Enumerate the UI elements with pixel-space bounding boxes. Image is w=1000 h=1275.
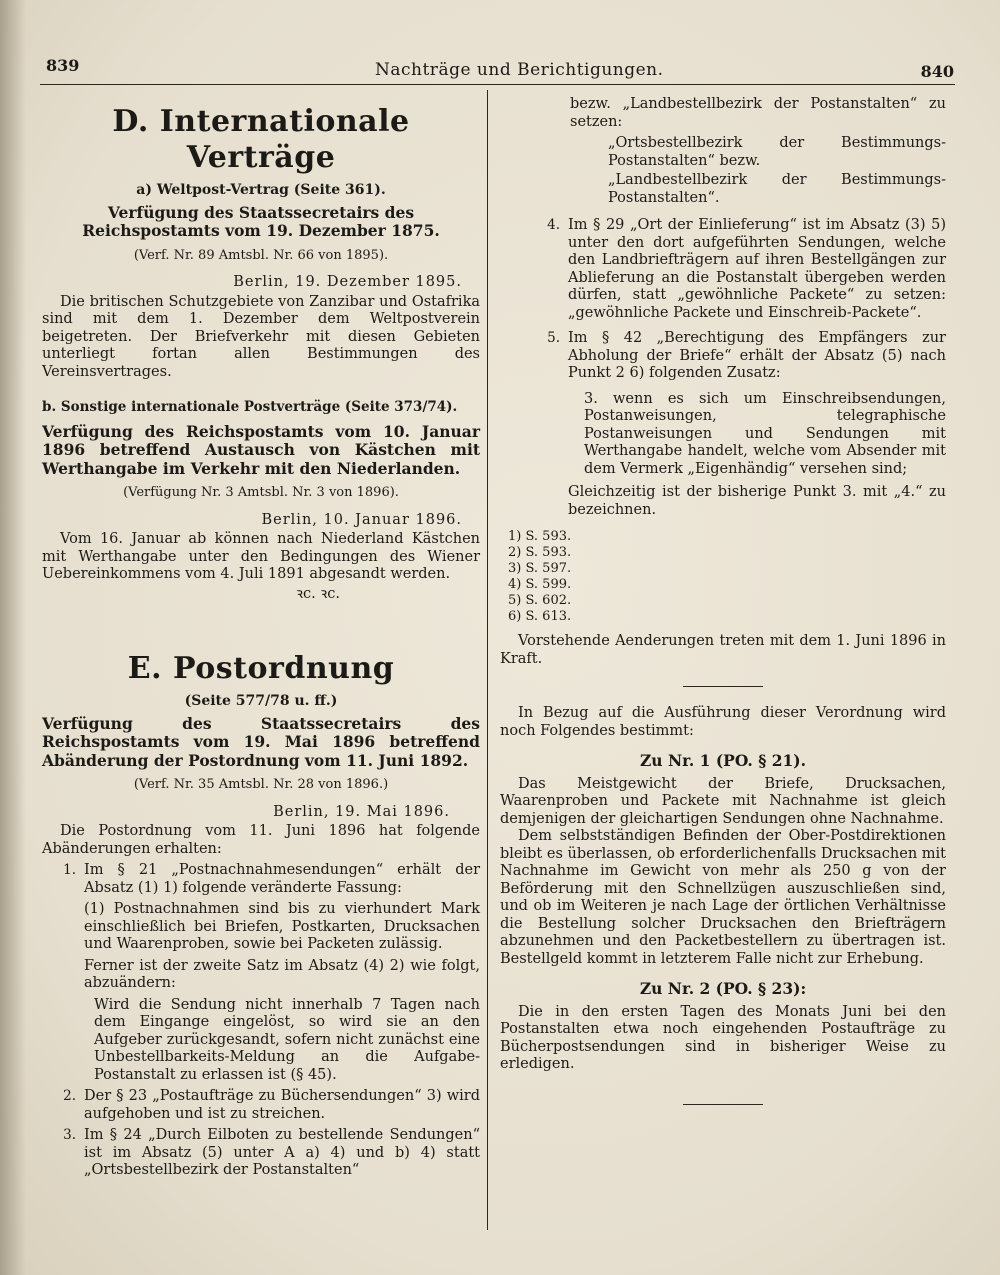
decree-heading: Verfügung des Staatssecretairs des Reichspostamts vom 19. Mai 1896 betreffend Abänderung der Postordnung vom 11. Juni 1892.: [42, 713, 480, 770]
item-text: Im § 21 „Postnachnahmesendungen“ erhält der Absatz (1) 1) folgende veränderte Fassung:: [84, 862, 480, 896]
paragraph: Die britischen Schutzgebiete von Zanzibar und Ostafrika sind mit dem 1. Dezember dem Weltpostverein beigetreten. Der Briefverkehr mit diesen Gebieten unterliegt fortan allen Bestimmungen des Vereinsvertrages.: [42, 293, 480, 380]
item-number: 1.: [63, 862, 76, 878]
footnote: 2) S. 593.: [508, 545, 572, 560]
quoted-text: „Ortsbestellbezirk der Bestimmungs-Postanstalten“ bezw.: [608, 135, 946, 169]
page-header: [40, 52, 960, 82]
separator-rule: [683, 686, 763, 687]
decree-heading: Verfügung des Staatssecretairs des Reichspostamts vom 19. Dezember 1875.: [82, 202, 440, 240]
item-continuation: Ferner ist der zweite Satz im Absatz (4) 2) wie folgt, abzuändern:: [84, 957, 480, 991]
quoted-text: „Landbestellbezirk der Bestimmungs-Postanstalten“.: [608, 172, 946, 206]
list-item: [500, 330, 946, 383]
left-column: [42, 100, 480, 1184]
item-text: Im § 24 „Durch Eilboten zu bestellende Sendungen“ ist im Absatz (5) unter A a) 4) und b) 4) statt „Ortsbestellbezirk der Postanstalten“: [84, 1127, 480, 1178]
column-divider: [487, 90, 488, 1230]
footnote: 3) S. 597.: [508, 561, 572, 576]
paragraph: Vom 16. Januar ab können nach Niederland Kästchen mit Werthangabe unter den Bedingungen des Wiener Uebereinkommens vom 4. Juli 1891 abgesandt werden.: [42, 531, 480, 582]
item-number: 4.: [547, 217, 560, 233]
decree-reference: (Verf. Nr. 35 Amtsbl. Nr. 28 von 1896.): [133, 777, 389, 792]
item-number: 5.: [547, 330, 560, 346]
dateline: Berlin, 19. Mai 1896.: [273, 803, 450, 820]
section-e-title: E. Postordnung: [127, 651, 395, 686]
decree-reference: (Verf. Nr. 89 Amtsbl. Nr. 66 von 1895).: [133, 247, 389, 263]
right-column: [500, 92, 946, 1123]
page-number-left: 839: [46, 56, 80, 75]
footnotes: [500, 529, 946, 625]
decree-reference: (Verfügung Nr. 3 Amtsbl. Nr. 3 von 1896).: [123, 485, 399, 500]
list-item: [42, 1127, 480, 1180]
header-rule: [40, 84, 955, 85]
list-item: [500, 217, 946, 322]
footnote: 6) S. 613.: [508, 609, 572, 624]
subsection-heading: Zu Nr. 1 (PO. § 21).: [639, 751, 807, 770]
paragraph: Vorstehende Aenderungen treten mit dem 1. Juni 1896 in Kraft.: [500, 633, 946, 667]
list-item: [42, 1088, 480, 1123]
item-text: Der § 23 „Postaufträge zu Büchersendungen“ 3) wird aufgehoben und ist zu streichen.: [84, 1088, 480, 1122]
paragraph: Dem selbstständigen Befinden der Ober-Postdirektionen bleibt es überlassen, ob erforderlichenfalls Drucksachen mit Nachnahme im Gewicht von mehr als 250 g von der Beförderung mit den Schnellzügen auszuschließen sind, und ob im Weiteren je nach Lage der örtlichen Verhältnisse die Bestellung solcher Drucksachen den Briefträgern abzunehmen und den Packetbestellern zu übertragen ist. Bestellgeld kommt in letzterem Falle nicht zur Erhebung.: [500, 828, 946, 967]
section-d-sub-b: b. Sonstige internationale Postverträge (Seite 373/74).: [42, 399, 458, 415]
etcetera: ꝛc. ꝛc.: [296, 585, 340, 602]
page-number-right: 840: [920, 62, 954, 81]
quoted-text: Wird die Sendung nicht innerhalb 7 Tagen nach dem Eingange eingelöst, so wird sie an den Aufgeber zurückgesandt, sofern nicht zunächst eine Unbestellbarkeits-Meldung an die Aufgabe-Postanstalt zu erlassen ist (§ 45).: [94, 996, 480, 1083]
paragraph: Die in den ersten Tagen des Monats Juni bei den Postanstalten etwa noch eingehenden Postaufträge zu Bücherpostsendungen sind in bisheriger Weise zu erledigen.: [500, 1003, 946, 1072]
item-number: 3.: [63, 1127, 76, 1143]
item-text: Im § 42 „Berechtigung des Empfängers zur Abholung der Briefe“ erhält der Absatz (5) nach Punkt 2 6) folgenden Zusatz:: [568, 330, 946, 381]
item-continuation: bezw. „Landbestellbezirk der Postanstalten“ zu setzen:: [570, 96, 946, 130]
dateline: Berlin, 10. Januar 1896.: [261, 511, 462, 528]
separator-rule: [683, 1104, 763, 1105]
quoted-text: 3. wenn es sich um Einschreibsendungen, Postanweisungen, telegraphische Postanweisungen und Sendungen mit Werthangabe handelt, welche vom Absender mit dem Vermerk „Eigenhändig“ versehen sind;: [584, 390, 946, 477]
list-item: [42, 862, 480, 897]
running-title: Nachträge und Berichtigungen.: [375, 60, 664, 80]
section-d-sub-a: a) Weltpost-Vertrag (Seite 361).: [136, 182, 386, 198]
paragraph: Die Postordnung vom 11. Juni 1896 hat folgende Abänderungen erhalten:: [42, 823, 480, 857]
item-continuation: Gleichzeitig ist der bisherige Punkt 3. mit „4.“ zu bezeichnen.: [568, 484, 946, 518]
section-d-title: D. Internationale Verträge: [112, 104, 410, 175]
quoted-text: (1) Postnachnahmen sind bis zu vierhundert Mark einschließlich bei Briefen, Postkarten, Drucksachen und Waarenproben, sowie bei Packeten zulässig.: [84, 901, 480, 952]
footnote: 4) S. 599.: [508, 577, 572, 592]
item-text: Im § 29 „Ort der Einlieferung“ ist im Absatz (3) 5) unter den dort aufgeführten Sendungen, welche den Landbriefträgern auf ihren Bestellgängen zur Ablieferung an die Postanstalt übergeben werden dürfen, statt „gewöhnliche Packete“ zu setzen: „gewöhnliche Packete und Einschreib-Packete“.: [568, 217, 946, 321]
dateline: Berlin, 19. Dezember 1895.: [233, 274, 462, 290]
decree-heading: Verfügung des Reichspostamts vom 10. Januar 1896 betreffend Austausch von Kästchen mit Werthangabe im Verkehr mit den Niederlanden.: [42, 421, 480, 478]
paragraph: Das Meistgewicht der Briefe, Drucksachen, Waarenproben und Packete mit Nachnahme ist gleich demjenigen der gleichartigen Sendungen ohne Nachnahme.: [500, 775, 946, 827]
footnote: 5) S. 602.: [508, 593, 572, 608]
item-number: 2.: [63, 1088, 76, 1104]
section-e-sub: (Seite 577/78 u. ff.): [184, 693, 338, 709]
subsection-heading: Zu Nr. 2 (PO. § 23):: [639, 979, 807, 998]
footnote: 1) S. 593.: [508, 529, 572, 544]
paragraph: In Bezug auf die Ausführung dieser Verordnung wird noch Folgendes bestimmt:: [500, 705, 946, 739]
binding-shadow: [0, 0, 26, 1275]
